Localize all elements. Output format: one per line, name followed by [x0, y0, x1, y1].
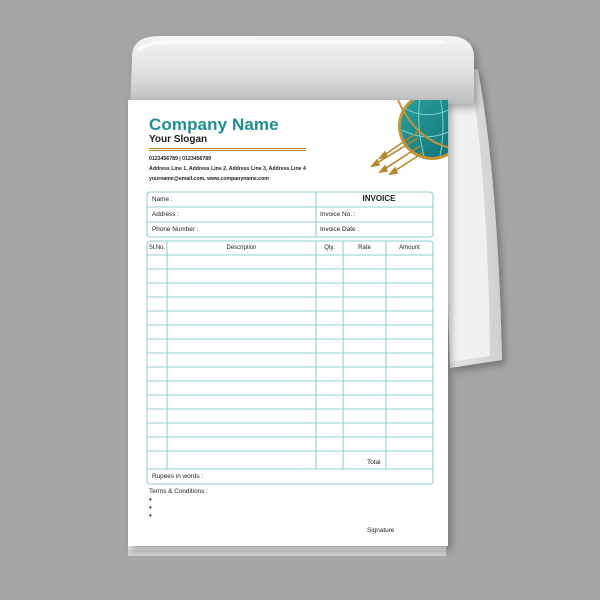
- company-web: yourname@email.com, www.companyname.com: [149, 176, 269, 182]
- invoice-date-label: Invoice Date :: [320, 226, 360, 233]
- company-address: Address Line 1, Address Line 2, Address Line 3, Address Line 4: [149, 166, 306, 172]
- name-label: Name :: [152, 196, 173, 203]
- header-amount: Amount: [399, 245, 420, 251]
- signature-label: Signature: [367, 527, 395, 534]
- invoice-title: INVOICE: [362, 194, 396, 203]
- terms-bullet: •: [149, 511, 152, 520]
- rupees-in-words-label: Rupees in words :: [152, 473, 204, 480]
- company-phones: 0123456789 | 0123456789: [149, 156, 212, 162]
- terms-bullet: •: [149, 503, 152, 512]
- binding-curl: [130, 36, 474, 104]
- header-description: Description: [226, 245, 257, 251]
- invoice-no-label: Invoice No. :: [320, 211, 356, 218]
- company-name: Company Name: [149, 115, 279, 134]
- phone-label: Phone Number :: [152, 226, 199, 233]
- terms-label: Terms & Conditions :: [149, 488, 208, 495]
- company-slogan: Your Slogan: [149, 134, 208, 145]
- total-label: Total: [367, 459, 381, 466]
- address-label: Address :: [152, 211, 179, 218]
- header-qty: Qty.: [324, 245, 335, 251]
- header-slno: Sl.No.: [148, 245, 166, 251]
- header-rate: Rate: [358, 245, 371, 251]
- terms-bullet: •: [149, 495, 152, 504]
